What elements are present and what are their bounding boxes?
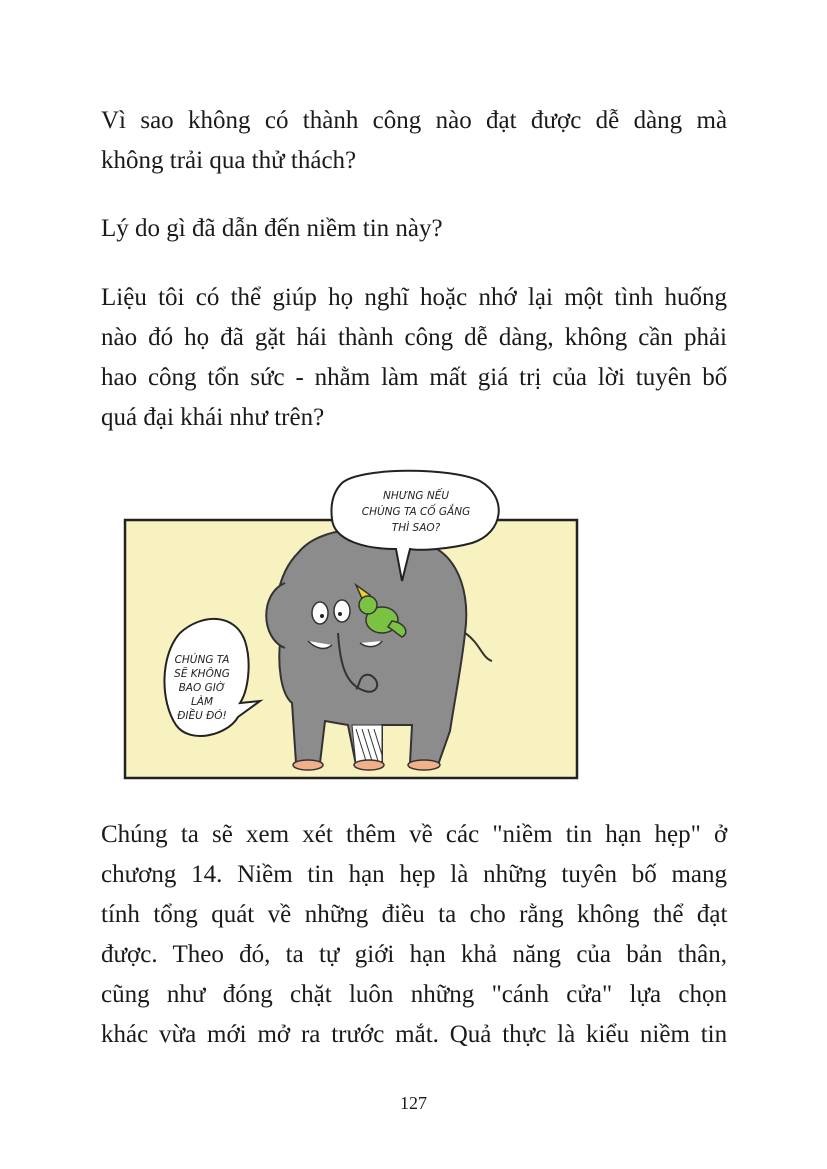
text-line: Vì sao không có thành công nào đạt được dễ dàng mà: [101, 107, 728, 134]
text-line: Lý do gì đã dẫn đến niềm tin này?: [101, 215, 443, 242]
text-line: được. Theo đó, ta tự giới hạn khả năng của bản thân,: [101, 941, 727, 968]
bird-bubble-line: CHÚNG TA CỐ GẮNG: [361, 506, 471, 518]
elephant-bubble-line: SẼ KHÔNG: [174, 668, 230, 680]
page-number: 127: [400, 1093, 427, 1113]
elephant-eye: [334, 600, 350, 622]
cartoon-illustration: [120, 463, 590, 785]
elephant-bubble-line: CHÚNG TA: [174, 654, 230, 666]
text-line: chương 14. Niềm tin hạn hẹp là những tuyên bố mang: [101, 861, 727, 888]
elephant-foot: [293, 760, 323, 770]
elephant-foot: [354, 760, 384, 770]
bird-bubble-line: THÌ SAO?: [391, 522, 441, 534]
text-line: nào đó họ đã gặt hái thành công dễ dàng, không cần phải: [101, 324, 727, 351]
text-line: hao công tổn sức - nhằm làm mất giá trị của lời tuyên bố: [101, 364, 728, 391]
paragraph-1: [101, 101, 727, 181]
elephant-foot: [408, 760, 440, 770]
elephant-eye: [312, 602, 328, 624]
text-line: Liệu tôi có thể giúp họ nghĩ hoặc nhớ lại một tình huống: [101, 284, 727, 311]
elephant-bubble-line: BAO GIỜ: [178, 682, 226, 694]
text-line: khác vừa mới mở ra trước mắt. Quả thực là kiểu niềm tin: [101, 1021, 728, 1048]
paragraph-3: [101, 278, 727, 438]
elephant-bubble-line: LÀM: [190, 696, 214, 708]
text-line: quá đại khái như trên?: [101, 404, 325, 431]
text-line: không trải qua thử thách?: [101, 147, 357, 174]
text-line: tính tổng quát về những điều ta cho rằng không thể đạt: [101, 901, 728, 928]
paragraph-2: [101, 209, 727, 249]
paragraph-4: [101, 815, 727, 1055]
text-line: Chúng ta sẽ xem xét thêm về các "niềm tin hạn hẹp" ở: [101, 821, 728, 848]
text-line: cũng như đóng chặt luôn những "cánh cửa" lựa chọn: [101, 981, 727, 1008]
bird-bubble-line: NHƯNG NẾU: [382, 490, 450, 502]
elephant-bubble-line: ĐIỀU ĐÓ!: [177, 710, 227, 722]
